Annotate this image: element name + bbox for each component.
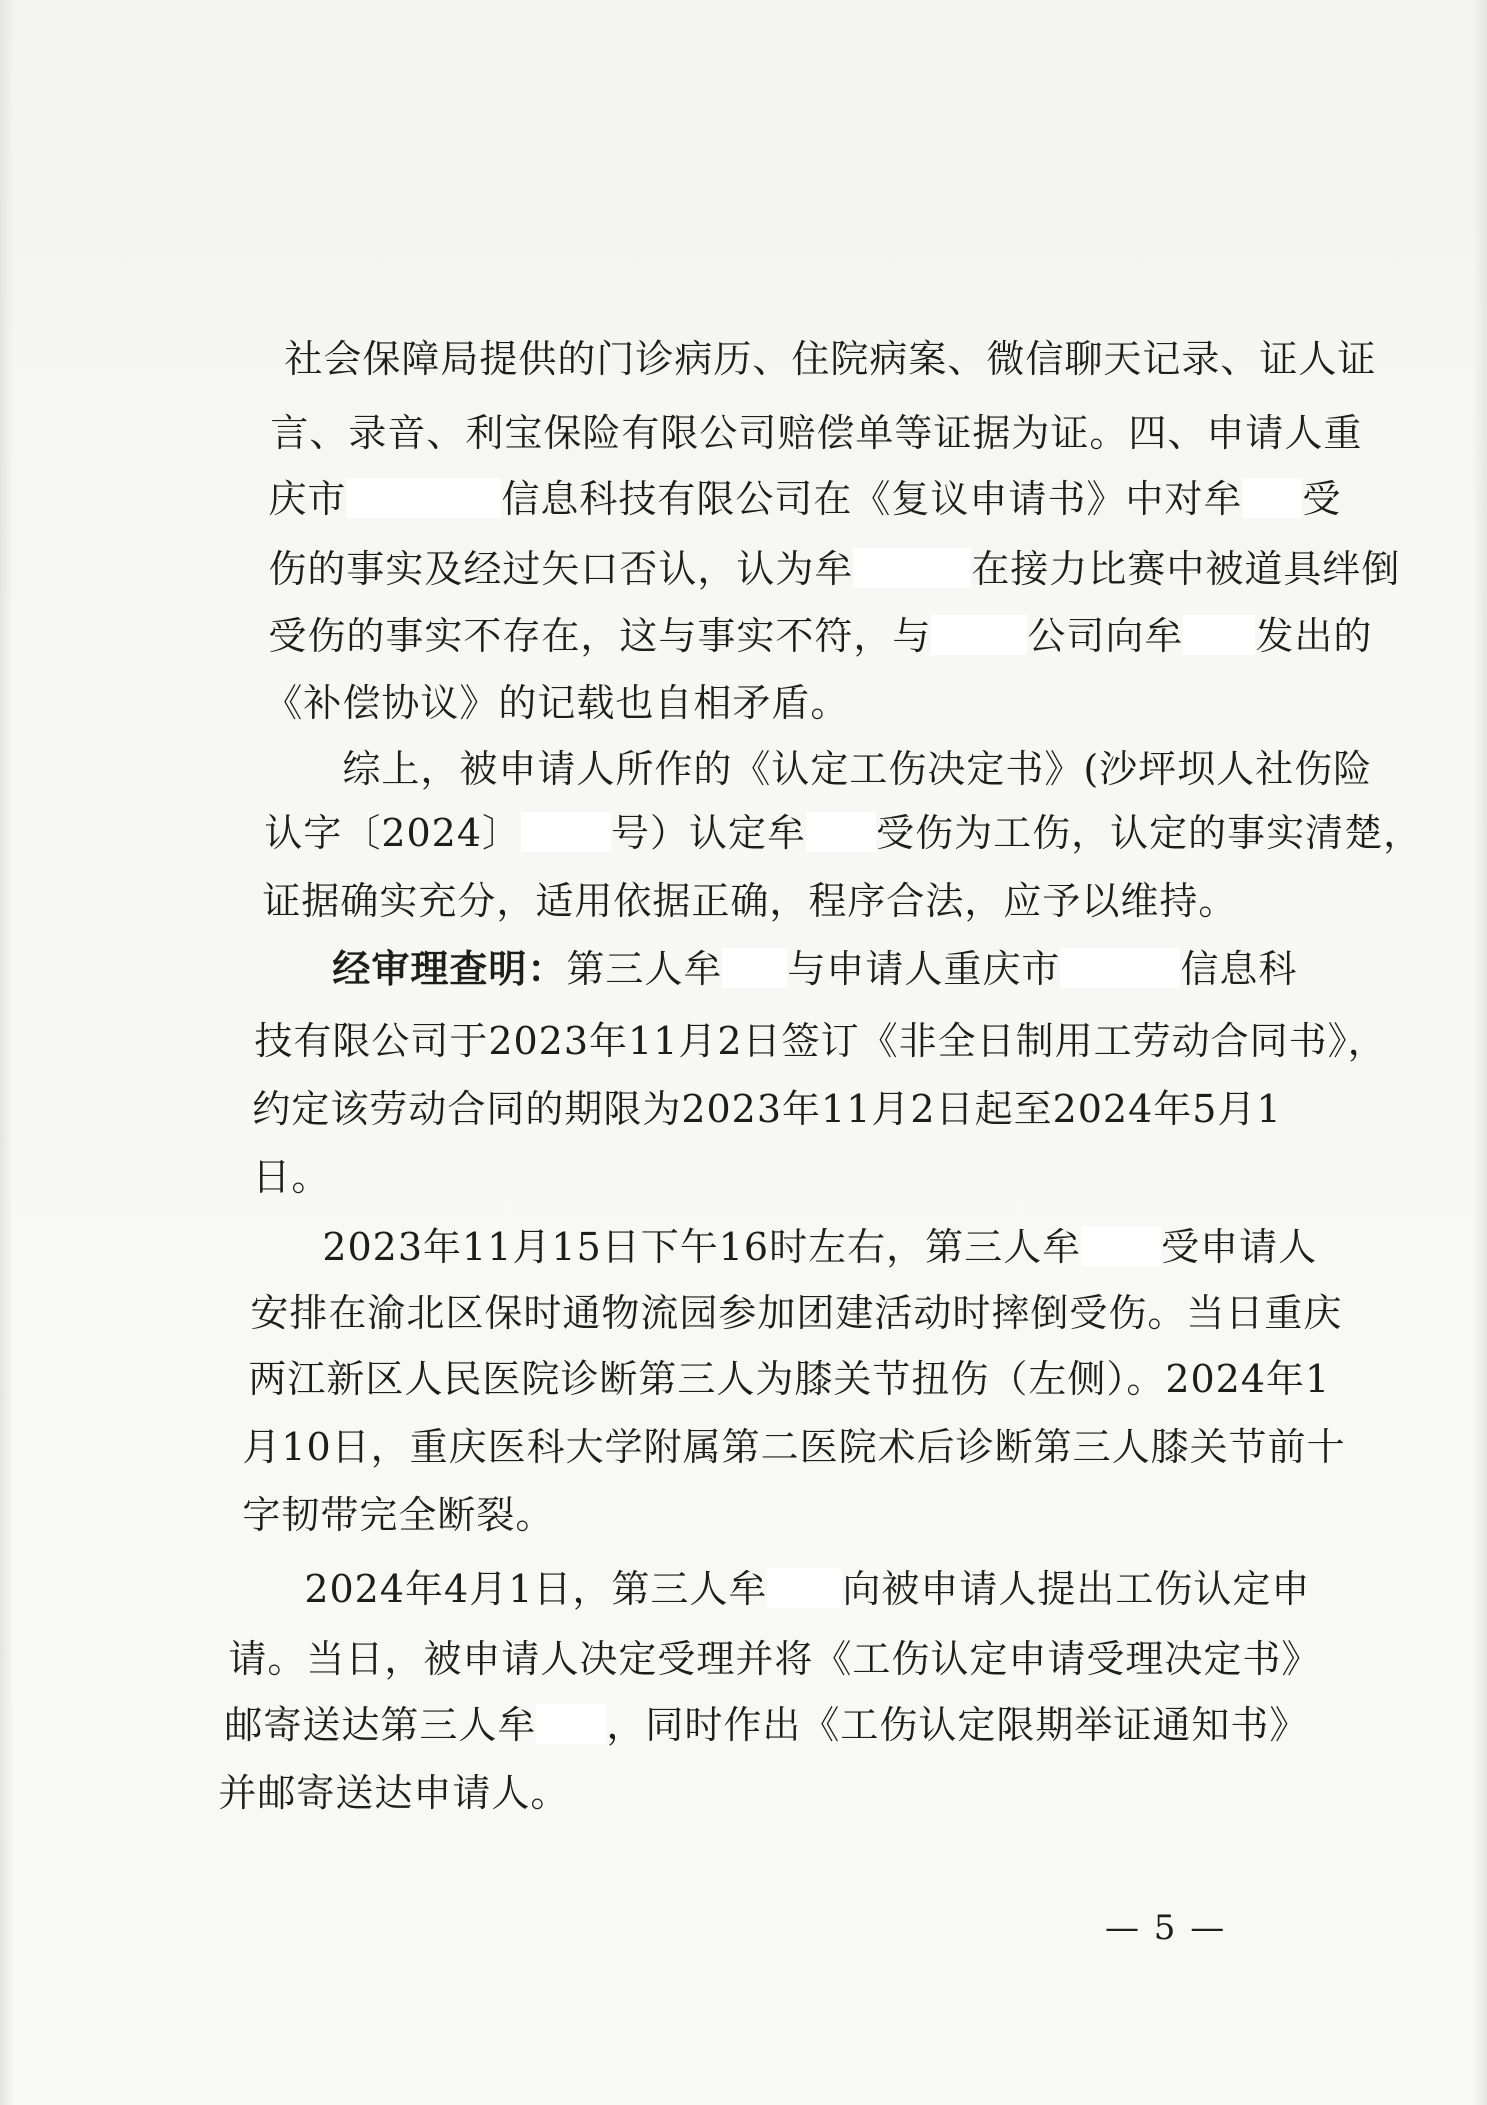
text-segment: 并邮寄送达申请人。 [218,1771,570,1815]
text-segment: ，同时作出《工伤认定限期举证通知书》 [606,1703,1309,1747]
text-segment: 言、录音、利宝保险有限公司赔偿单等证据为证。四、申请人重 [270,411,1363,455]
redaction-box [931,615,1027,655]
text-segment: 公司向牟 [1027,614,1184,658]
text-segment: 庆市 [268,477,347,521]
scan-shadow-left [0,0,14,2105]
text-segment: 受 [1302,477,1342,521]
text-segment: 受伤的事实不存在，这与事实不符，与 [268,614,932,658]
text-segment: 2023年11月15日下午16时左右，第三人牟 [322,1225,1082,1269]
text-segment: 第三人牟 [566,947,723,991]
text-segment: 《补偿协议》的记载也自相矛盾。 [264,681,850,725]
page-number: — 5 — [1105,1908,1227,1948]
scan-shadow-right [1473,0,1487,2105]
text-segment: 号）认定牟 [611,811,807,855]
text-segment: 伤的事实及经过矢口否认，认为牟 [268,547,854,591]
text-line [166,1724,569,1862]
text-segment: 两江新区人民医院诊断第三人为膝关节扭伤（左侧）。2024年1 [248,1357,1331,1401]
text-segment: 在接力比赛中被道具绊倒 [971,547,1401,591]
text-line [200,1040,1282,1178]
text-segment: 月10日，重庆医科大学附属第二医院术后诊断第三人膝关节前十 [242,1425,1346,1469]
text-segment: 受伤为工伤，认定的事实清楚， [876,811,1423,855]
text-segment: 日。 [252,1155,331,1199]
text-segment: 安排在渝北区保时通物流园参加团建活动时摔倒受伤。当日重庆 [250,1291,1343,1335]
text-segment: 与申请人重庆市 [787,947,1061,991]
text-segment: 认字〔2024〕 [264,811,522,855]
text-segment: 2024年4月1日，第三人牟 [304,1567,768,1611]
text-segment: 向被申请人提出工伤认定申 [842,1567,1311,1611]
text-segment: 字韧带完全断裂。 [242,1493,555,1537]
redaction-box [1183,615,1255,655]
text-segment: 邮寄送达第三人牟 [224,1703,537,1747]
text-segment: 综上，被申请人所作的《认定工伤决定书》(沙坪坝人社伤险 [342,747,1373,791]
section-heading: 经审理查明： [332,947,567,991]
text-segment: 技有限公司于2023年11月2日签订《非全日制用工劳动合同书》， [254,1019,1387,1063]
text-segment: 请。当日，被申请人决定受理并将《工伤认定申请受理决定书》 [228,1637,1321,1681]
text-segment: 约定该劳动合同的期限为2023年11月2日起至2024年5月1 [252,1087,1282,1131]
text-segment: 受申请人 [1161,1225,1318,1269]
text-segment: 信息科技有限公司在《复议申请书》中对牟 [501,477,1243,521]
text-segment: 证据确实充分，适用依据正确，程序合法，应予以维持。 [262,879,1238,923]
text-segment: 社会保障局提供的门诊病历、住院病案、微信聊天记录、证人证 [284,337,1377,381]
text-segment: 发出的 [1255,614,1373,658]
text-segment: 信息科 [1180,947,1298,991]
